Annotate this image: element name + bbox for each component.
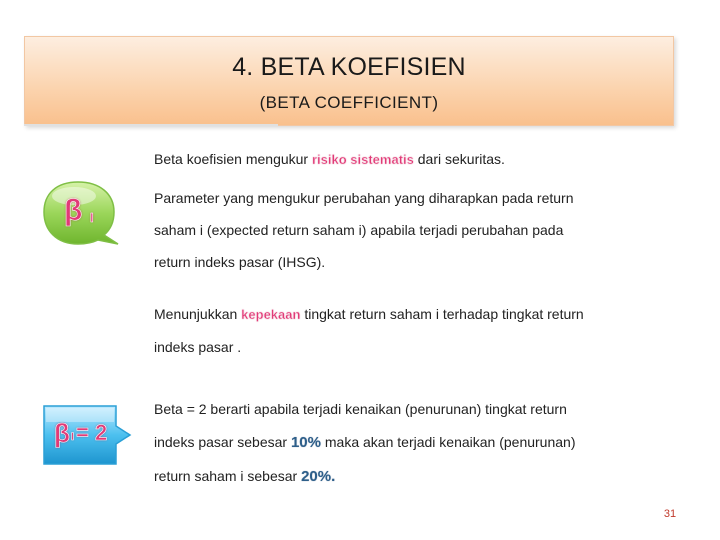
text-segment: Beta koefisien mengukur: [154, 151, 312, 167]
slide-title: 4. BETA KOEFISIEN: [232, 53, 466, 81]
highlight-20-percent: 20%.: [301, 468, 336, 485]
beta-subscript: I: [71, 431, 75, 443]
beta-bubble-blue: [38, 402, 134, 468]
paragraph-example-line1: Beta = 2 berarti apabila terjadi kenaikan (penurunan) tingkat return: [154, 401, 567, 417]
text-segment: Menunjukkan: [154, 306, 242, 322]
paragraph-example-line2: [154, 433, 576, 452]
paragraph-example-line3: [154, 467, 335, 486]
beta-bubble-green: [40, 178, 120, 250]
text-segment: tingkat return saham i terhadap tingkat return: [300, 306, 584, 322]
paragraph-parameter-line3: return indeks pasar (IHSG).: [154, 254, 326, 270]
highlight-10-percent: 10%: [290, 434, 321, 451]
beta-equals-value: = 2: [76, 420, 108, 445]
page-number: 31: [663, 508, 677, 520]
highlight-kepekaan: kepekaan: [241, 307, 301, 322]
beta-symbol: β: [64, 194, 83, 227]
paragraph-definition: [154, 150, 505, 169]
slide-subtitle: (BETA COEFFICIENT): [259, 93, 439, 112]
text-segment: return saham i sebesar: [154, 468, 302, 484]
text-segment: maka akan terjadi kenaikan (penurunan): [321, 434, 576, 450]
title-banner: [24, 36, 674, 126]
highlight-risiko-sistematis: risiko sistematis: [311, 152, 414, 167]
beta-symbol: β: [54, 418, 70, 448]
paragraph-parameter-line1: Parameter yang mengukur perubahan yang diharapkan pada return: [154, 190, 574, 206]
text-segment: indeks pasar sebesar: [154, 434, 291, 450]
title-underline: [24, 124, 278, 126]
paragraph-parameter-line2: saham i (expected return saham i) apabila terjadi perubahan pada: [154, 222, 564, 238]
beta-subscript: I: [90, 210, 94, 225]
paragraph-kepekaan-line1: [154, 305, 584, 324]
paragraph-kepekaan-line2: indeks pasar .: [154, 339, 242, 355]
text-segment: dari sekuritas.: [413, 151, 505, 167]
